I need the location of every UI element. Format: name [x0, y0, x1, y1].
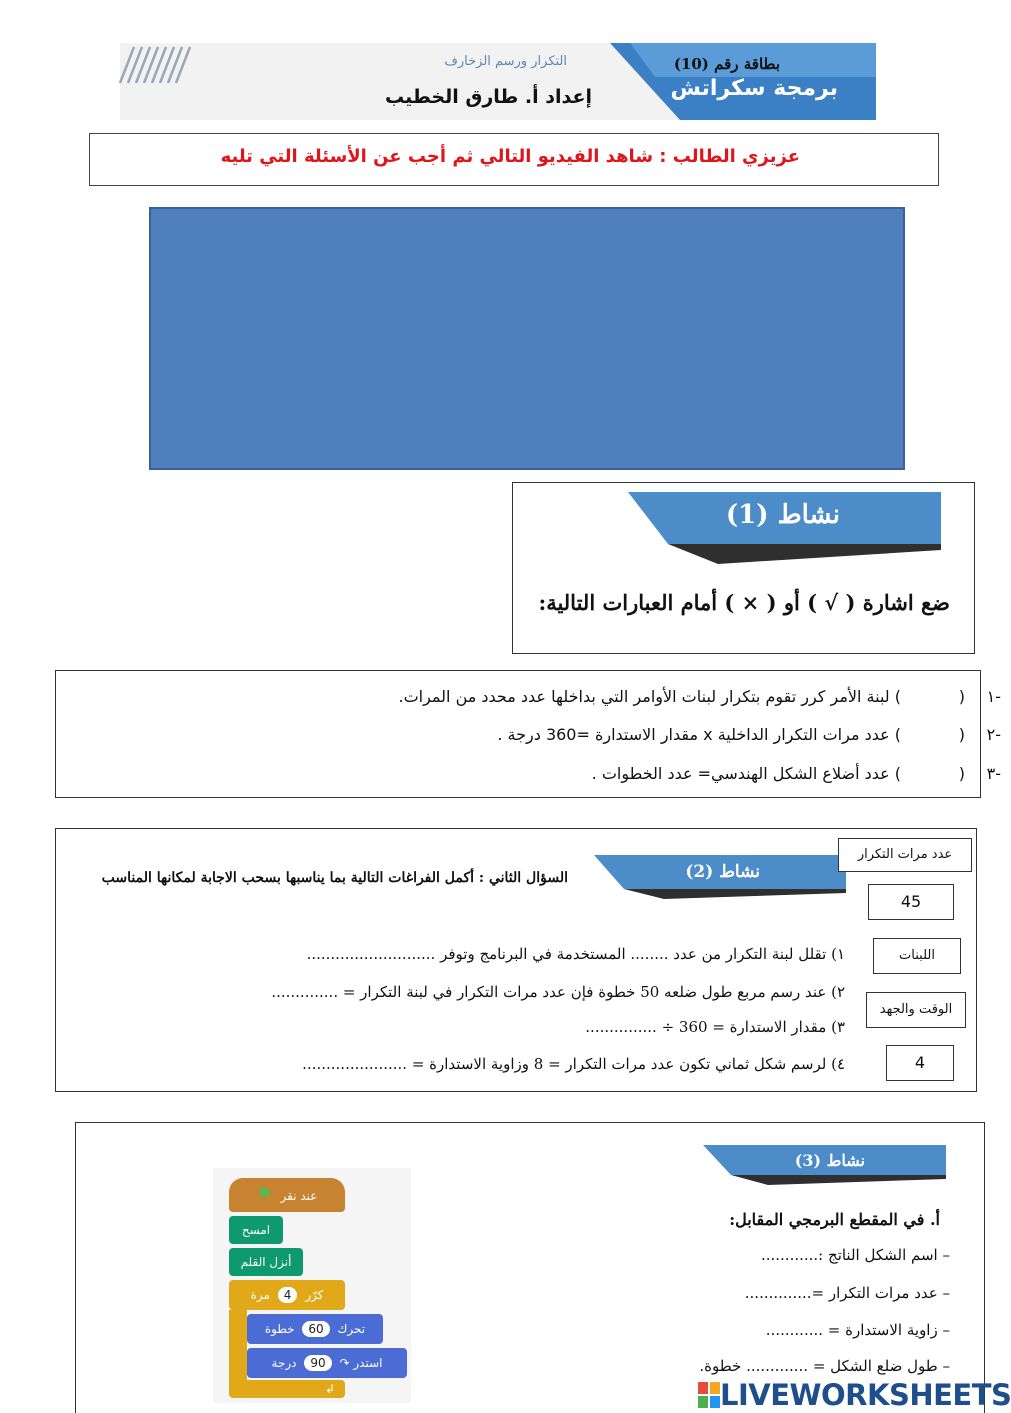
- series-title: التكرار ورسم الزخارف: [444, 54, 567, 69]
- fill-item-2: ٢) عند رسم مربع طول ضلعه 50 خطوة فإن عدد مرات التكرار في لبنة التكرار = ..............: [271, 983, 845, 1001]
- drag-option-repeat-count[interactable]: عدد مرات التكرار: [838, 838, 972, 872]
- tf-statement: ) عدد أضلاع الشكل الهندسي= عدد الخطوات .: [591, 764, 901, 783]
- flag-icon: ⚑: [256, 1184, 273, 1205]
- q3-shape-name: – اسم الشكل الناتج :............: [760, 1246, 950, 1264]
- tf-statement: ) لبنة الأمر كرر تقوم بتكرار لبنات الأوامر التي بداخلها عدد محدد من المرات.: [398, 687, 901, 706]
- tf-item-1: [206, 687, 1001, 711]
- fill-item-4: ٤) لرسم شكل ثماني تكون عدد مرات التكرار = 8 وزاوية الاستدارة = ......................: [302, 1055, 845, 1073]
- scratch-script: [213, 1168, 411, 1403]
- instruction-text: عزيزي الطالب : شاهد الفيديو التالي ثم أجب عن الأسئلة التي تليه: [220, 146, 800, 167]
- drag-option-time-effort[interactable]: الوقت والجهد: [866, 992, 966, 1028]
- tf-item-2: [206, 725, 1001, 749]
- turn-suffix: درجة: [271, 1356, 297, 1370]
- liveworksheets-wordmark: LIVEWORKSHEETS: [720, 1378, 1011, 1412]
- video-player[interactable]: [149, 207, 905, 470]
- activity1-instruction: ضع اشارة ( √ ) أو ( × ) أمام العبارات التالية:: [538, 590, 950, 615]
- true-false-box: [55, 670, 1001, 798]
- turn-degrees: 90: [304, 1355, 331, 1371]
- turn-right-icon: ↷: [339, 1356, 350, 1370]
- course-title: برمجة سكراتش: [670, 76, 838, 101]
- drag-option-blocks[interactable]: اللبنات: [873, 938, 961, 974]
- turn-label: استدر: [353, 1356, 383, 1370]
- q3-repeat-count: – عدد مرات التكرار =..............: [744, 1284, 950, 1302]
- turn-block: [247, 1348, 407, 1378]
- author-name: إعداد أ. طارق الخطيب: [385, 86, 592, 108]
- move-block: [247, 1314, 383, 1344]
- answer-slot[interactable]: (: [958, 687, 965, 706]
- loop-arrow-icon: ↲: [324, 1382, 335, 1396]
- tf-item-3: [206, 764, 1001, 788]
- move-label: تحرك: [337, 1322, 366, 1336]
- tf-item-number: -٣: [986, 764, 1001, 783]
- activity2-title: نشاط (2): [685, 862, 760, 882]
- q3-turn-angle: – زاوية الاستدارة = ............: [765, 1321, 950, 1339]
- move-suffix: خطوة: [264, 1322, 295, 1336]
- pen-down-block: أنزل القلم: [229, 1248, 303, 1276]
- card-number: بطاقة رقم (10): [673, 55, 780, 73]
- repeat-label: كرّر: [305, 1288, 324, 1302]
- q3-side-length: – طول ضلع الشكل = ............. خطوة.: [699, 1357, 950, 1375]
- fill-item-1: ١) تقلل لبنة التكرار من عدد ........ المستخدمة في البرنامج وتوفر ...........................: [306, 945, 845, 963]
- drag-option-45[interactable]: 45: [868, 884, 954, 920]
- activity3-title: نشاط (3): [794, 1151, 865, 1170]
- tf-item-number: -٢: [986, 725, 1001, 744]
- activity1-title: نشاط (1): [725, 500, 840, 530]
- when-flag-label: عند نقر: [280, 1189, 318, 1203]
- activity3-subtitle: أ. في المقطع البرمجي المقابل:: [729, 1210, 940, 1229]
- clear-block: امسح: [229, 1216, 283, 1244]
- repeat-block: [229, 1280, 345, 1310]
- tf-item-number: -١: [986, 687, 1001, 706]
- repeat-block-end: [229, 1380, 345, 1398]
- fill-item-3: ٣) مقدار الاستدارة = 360 ÷ ...............: [585, 1018, 845, 1036]
- repeat-suffix: مرة: [250, 1288, 270, 1302]
- answer-slot[interactable]: (: [958, 725, 965, 744]
- repeat-count: 4: [278, 1287, 298, 1303]
- tf-statement: ) عدد مرات التكرار الداخلية x مقدار الاستدارة =360 درجة .: [497, 725, 901, 744]
- answer-slot[interactable]: (: [958, 764, 965, 783]
- when-flag-block: [229, 1178, 345, 1212]
- repeat-block-arm: [229, 1310, 247, 1388]
- header-stripes-decoration: [120, 43, 195, 85]
- move-steps: 60: [302, 1321, 329, 1337]
- liveworksheets-logo-icon: [698, 1382, 720, 1408]
- drag-option-4[interactable]: 4: [886, 1045, 954, 1081]
- activity2-question: السؤال الثاني : أكمل الفراغات التالية بما يناسبها بسحب الاجابة لمكانها المناسب: [101, 870, 568, 886]
